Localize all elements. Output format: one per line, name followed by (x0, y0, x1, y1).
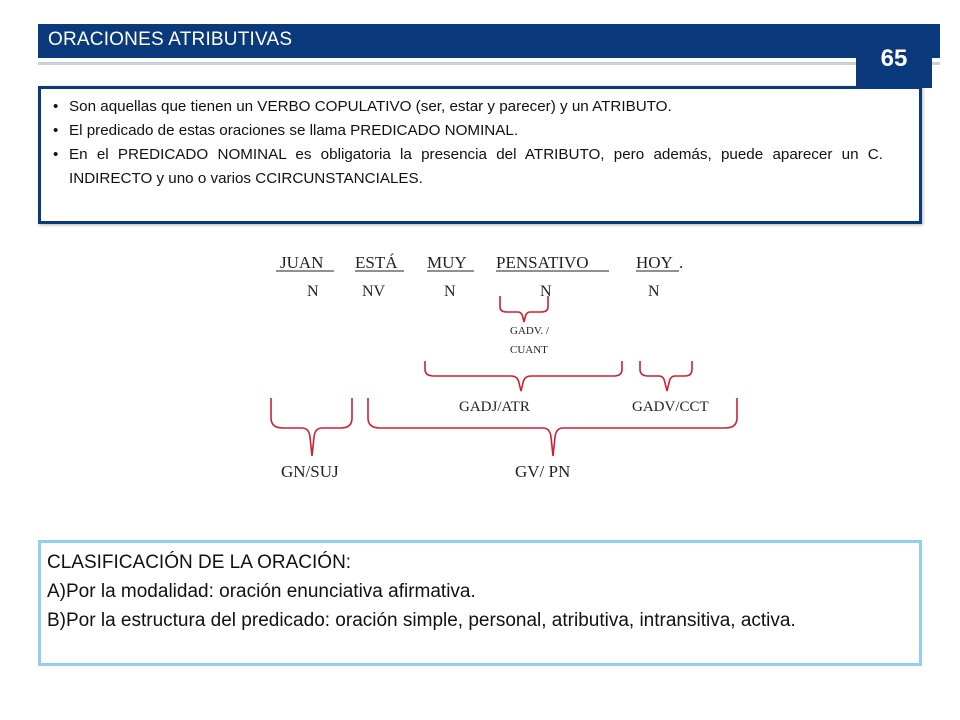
definition-item: • En el PREDICADO NOMINAL es obligatoria la presencia del ATRIBUTO, pero además, puede aparecer un C. INDIRECTO y uno o varios CCIRCUNSTANCIALES. (69, 143, 883, 191)
tag-nv: NV (362, 283, 386, 300)
classification-box (38, 540, 922, 666)
label-gadj-atr: GADJ/ATR (459, 399, 530, 415)
classification-estructura: B)Por la estructura del predicado: oración simple, personal, atributiva, intransitiva, activa. (47, 610, 796, 631)
word-juan: JUAN (280, 253, 324, 272)
definition-item: • Son aquellas que tienen un VERBO COPULATIVO (ser, estar y parecer) y un ATRIBUTO. (69, 95, 883, 119)
classification-heading: CLASIFICACIÓN DE LA ORACIÓN: (47, 552, 352, 573)
tag-n: N (307, 283, 319, 300)
page-number-badge: 65 (856, 36, 932, 88)
word-esta: ESTÁ (355, 253, 398, 272)
sentence-period: . (679, 253, 684, 272)
bullet-icon: • (53, 98, 59, 115)
word-muy: MUY (427, 253, 467, 272)
classification-modalidad: A)Por la modalidad: oración enunciativa afirmativa. (47, 581, 476, 602)
label-gadv-cuant: GADV. / (510, 325, 549, 337)
word-pensativo: PENSATIVO (496, 253, 589, 272)
bullet-icon: • (53, 146, 59, 163)
label-gadv-cuant: CUANT (510, 344, 548, 356)
label-gn-suj: GN/SUJ (281, 462, 339, 481)
bracket-gadv-cct (640, 361, 692, 391)
label-gadv-cct: GADV/CCT (632, 399, 709, 415)
bullet-icon: • (53, 122, 59, 139)
bracket-gn (271, 398, 352, 456)
page-title: ORACIONES ATRIBUTIVAS (48, 29, 293, 50)
definition-item: • El predicado de estas oraciones se llama PREDICADO NOMINAL. (69, 119, 883, 143)
label-gv-pn: GV/ PN (515, 462, 571, 481)
tag-n: N (540, 283, 552, 300)
word-hoy: HOY (636, 253, 673, 272)
tag-n: N (444, 283, 456, 300)
bracket-gadj (425, 361, 622, 391)
tag-n: N (648, 283, 660, 300)
